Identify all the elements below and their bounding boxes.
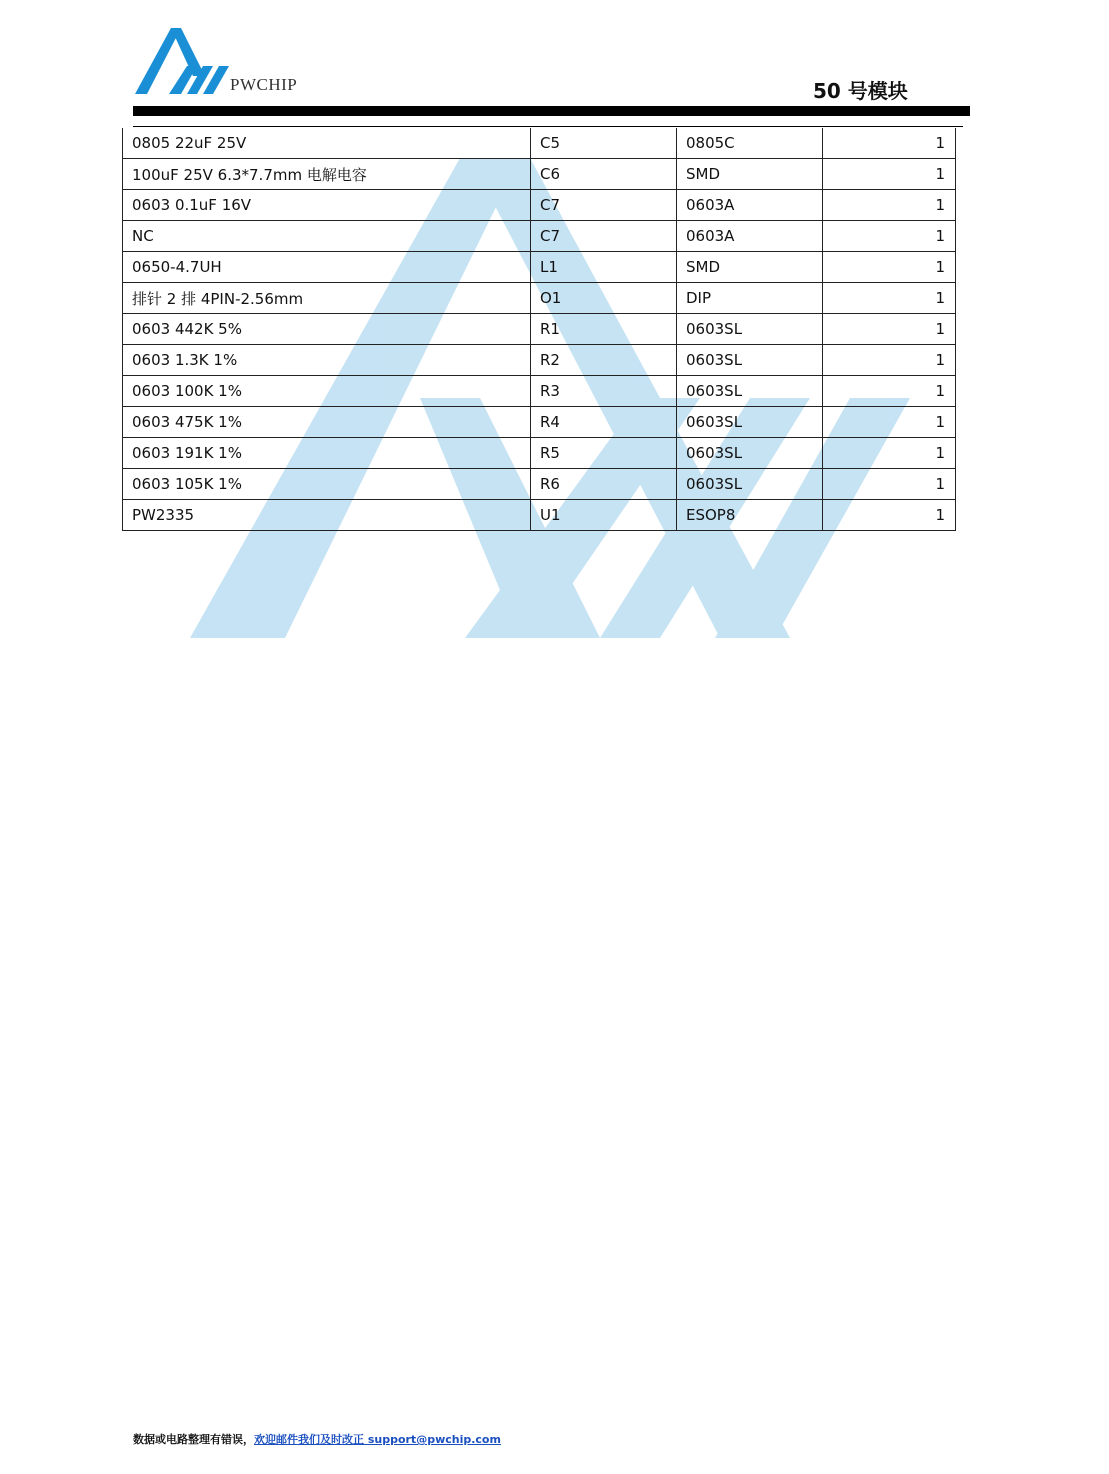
footprint-cell: SMD <box>677 159 823 190</box>
footprint-cell: SMD <box>677 252 823 283</box>
quantity-cell: 1 <box>823 469 956 500</box>
document-title: 50 号模块 <box>813 79 908 103</box>
part-description-cell: 0603 442K 5% <box>123 314 531 345</box>
table-row <box>123 159 956 190</box>
part-description-cell: 0603 100K 1% <box>123 376 531 407</box>
table-row <box>123 128 956 159</box>
part-description-cell: NC <box>123 221 531 252</box>
designator-cell: C5 <box>531 128 677 159</box>
header-rule <box>133 106 970 116</box>
quantity-cell: 1 <box>823 221 956 252</box>
quantity-cell: 1 <box>823 159 956 190</box>
table-row <box>123 190 956 221</box>
part-description-cell: 0805 22uF 25V <box>123 128 531 159</box>
quantity-cell: 1 <box>823 314 956 345</box>
footprint-cell: 0603A <box>677 221 823 252</box>
quantity-cell: 1 <box>823 407 956 438</box>
designator-cell: L1 <box>531 252 677 283</box>
table-row <box>123 500 956 531</box>
designator-cell: R6 <box>531 469 677 500</box>
table-row <box>123 438 956 469</box>
table-row <box>123 314 956 345</box>
footprint-cell: ESOP8 <box>677 500 823 531</box>
footprint-cell: 0603SL <box>677 345 823 376</box>
designator-cell: C6 <box>531 159 677 190</box>
designator-cell: O1 <box>531 283 677 314</box>
table-row <box>123 345 956 376</box>
footprint-cell: 0603SL <box>677 438 823 469</box>
footer-text: 数据或电路整理有错误， <box>133 1433 254 1446</box>
footer <box>133 1431 501 1447</box>
bom-table <box>122 128 956 531</box>
quantity-cell: 1 <box>823 283 956 314</box>
part-description-cell: 0603 475K 1% <box>123 407 531 438</box>
part-description-cell: 0603 105K 1% <box>123 469 531 500</box>
table-row <box>123 221 956 252</box>
designator-cell: R3 <box>531 376 677 407</box>
part-description-cell: 0603 1.3K 1% <box>123 345 531 376</box>
bom-table-body <box>123 128 956 531</box>
table-row <box>123 283 956 314</box>
footprint-cell: 0603A <box>677 190 823 221</box>
footprint-cell: 0603SL <box>677 376 823 407</box>
footprint-cell: 0603SL <box>677 407 823 438</box>
table-row <box>123 407 956 438</box>
quantity-cell: 1 <box>823 345 956 376</box>
designator-cell: U1 <box>531 500 677 531</box>
footer-email-link[interactable]: 欢迎邮件我们及时改正 support@pwchip.com <box>254 1433 501 1446</box>
designator-cell: C7 <box>531 190 677 221</box>
part-description-cell: 0650-4.7UH <box>123 252 531 283</box>
part-description-cell: 0603 191K 1% <box>123 438 531 469</box>
footprint-cell: 0805C <box>677 128 823 159</box>
part-description-cell: PW2335 <box>123 500 531 531</box>
part-description-cell: 排针 2 排 4PIN-2.56mm <box>123 283 531 314</box>
quantity-cell: 1 <box>823 252 956 283</box>
quantity-cell: 1 <box>823 190 956 221</box>
footprint-cell: 0603SL <box>677 469 823 500</box>
logo-text: PWCHIP <box>230 75 298 94</box>
designator-cell: R1 <box>531 314 677 345</box>
header-rule-thin <box>133 126 963 127</box>
designator-cell: R2 <box>531 345 677 376</box>
quantity-cell: 1 <box>823 128 956 159</box>
part-description-cell: 0603 0.1uF 16V <box>123 190 531 221</box>
designator-cell: R4 <box>531 407 677 438</box>
table-row <box>123 252 956 283</box>
part-description-cell: 100uF 25V 6.3*7.7mm 电解电容 <box>123 159 531 190</box>
designator-cell: R5 <box>531 438 677 469</box>
table-row <box>123 469 956 500</box>
designator-cell: C7 <box>531 221 677 252</box>
footprint-cell: DIP <box>677 283 823 314</box>
quantity-cell: 1 <box>823 376 956 407</box>
quantity-cell: 1 <box>823 500 956 531</box>
table-row <box>123 376 956 407</box>
footprint-cell: 0603SL <box>677 314 823 345</box>
quantity-cell: 1 <box>823 438 956 469</box>
